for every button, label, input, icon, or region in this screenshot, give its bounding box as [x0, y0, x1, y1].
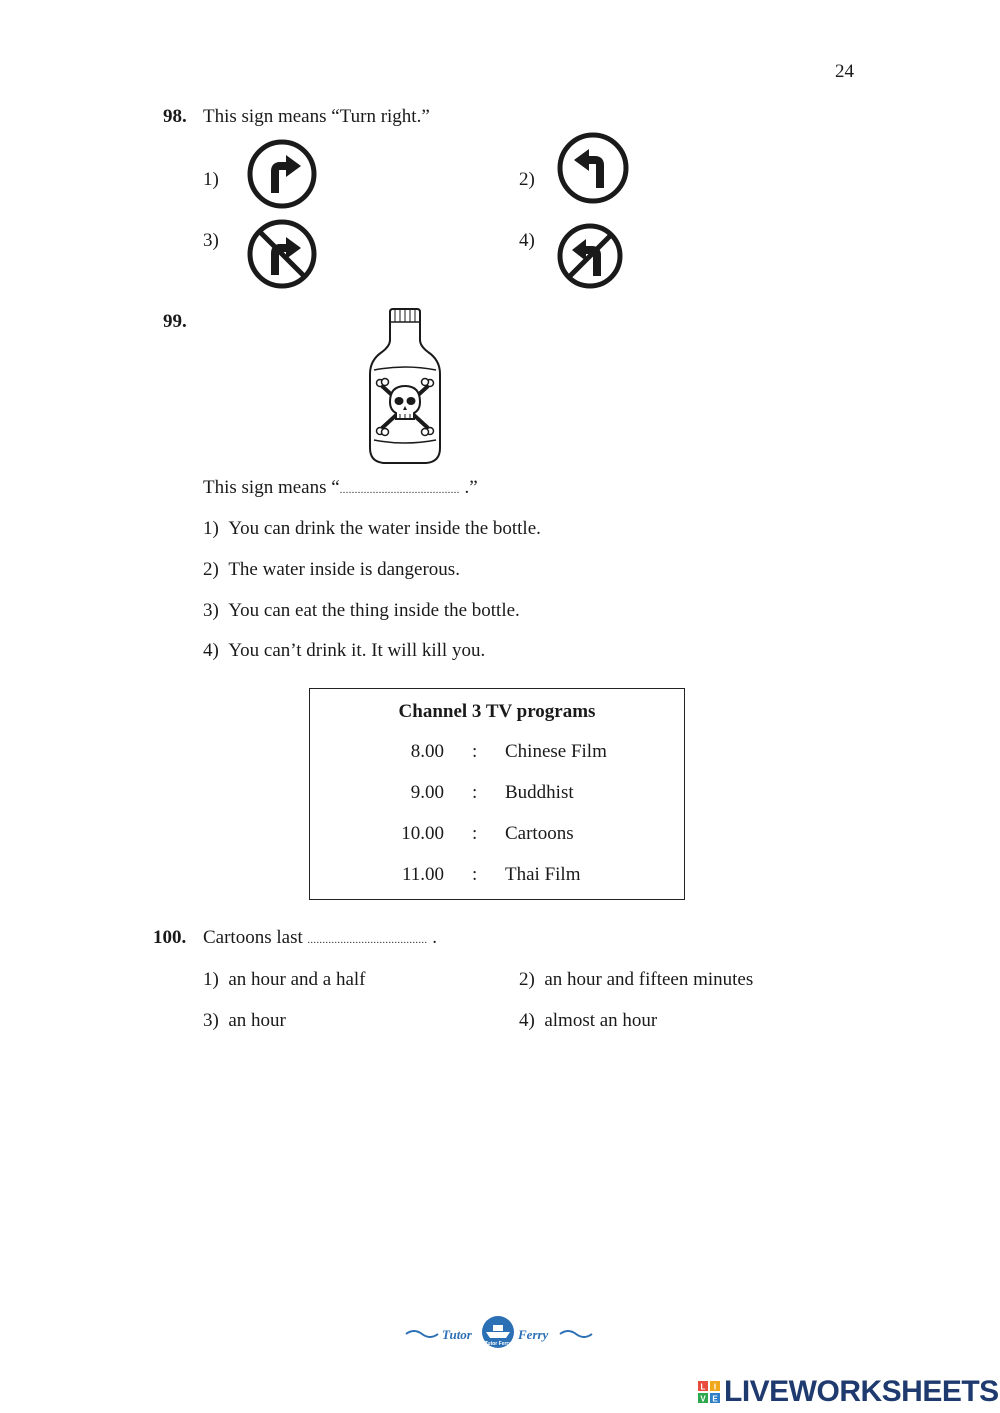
tv-table-title: Channel 3 TV programs — [398, 701, 596, 722]
q100-option-2[interactable] — [519, 969, 753, 991]
q100-option-1[interactable] — [203, 969, 366, 991]
liveworksheets-badge-icon — [698, 1381, 720, 1403]
tv-program: Thai Film — [505, 864, 581, 885]
q98-option-4-label[interactable]: 4) — [519, 230, 535, 251]
q100-prompt-before: Cartoons last — [203, 927, 308, 948]
poison-bottle-icon — [362, 306, 448, 468]
page-number: 24 — [835, 61, 854, 82]
option-label: 4) — [203, 640, 219, 661]
q98-option-1-label[interactable]: 1) — [203, 169, 219, 190]
tv-program: Chinese Film — [505, 741, 607, 762]
q99-option-2[interactable] — [203, 559, 460, 581]
q98-option-2-label[interactable]: 2) — [519, 169, 535, 190]
tv-row — [310, 864, 684, 888]
option-text: You can eat the thing inside the bottle. — [228, 600, 520, 621]
logo-badge-text: Tutor Ferry — [484, 1341, 512, 1347]
logo-left-text: Tutor — [442, 1327, 472, 1342]
q99-option-1[interactable] — [203, 518, 541, 540]
q98-option-3-label[interactable]: 3) — [203, 230, 219, 251]
tv-program: Cartoons — [505, 823, 574, 844]
tv-time: 11.00 — [401, 864, 444, 885]
option-label: 3) — [203, 1010, 219, 1031]
logo-wave-left — [406, 1331, 438, 1337]
tv-separator: : — [472, 782, 478, 803]
tv-row — [310, 823, 684, 847]
option-text: an hour and fifteen minutes — [544, 969, 754, 990]
q99-option-3[interactable] — [203, 600, 520, 622]
q100-option-3[interactable] — [203, 1010, 286, 1032]
tv-program-table — [309, 688, 685, 900]
option-text: You can drink the water inside the bottle. — [228, 518, 541, 539]
option-text: The water inside is dangerous. — [228, 559, 460, 580]
ferry-boat-icon — [486, 1332, 510, 1338]
option-label: 1) — [203, 518, 219, 539]
option-text: almost an hour — [544, 1010, 658, 1031]
tv-separator: : — [472, 741, 478, 762]
badge-letter-i: I — [713, 1382, 717, 1392]
no-right-turn-sign-icon[interactable] — [246, 218, 318, 290]
question-98-prompt: This sign means “Turn right.” — [203, 106, 430, 127]
option-label: 2) — [519, 969, 535, 990]
tv-time: 9.00 — [410, 782, 444, 803]
tv-program: Buddhist — [505, 782, 574, 803]
turn-right-sign-icon[interactable] — [246, 138, 318, 210]
question-98-number: 98. — [163, 106, 187, 127]
question-100-number: 100. — [153, 927, 187, 948]
q100-option-4[interactable] — [519, 1010, 657, 1032]
tv-time: 10.00 — [401, 823, 444, 844]
option-text: You can’t drink it. It will kill you. — [228, 640, 486, 661]
option-text: an hour and a half — [228, 969, 366, 990]
tv-row — [310, 741, 684, 765]
tv-separator: : — [472, 823, 478, 844]
question-99-prompt — [203, 477, 478, 502]
q99-answer-blank[interactable]: ........................................ — [339, 485, 460, 496]
option-label: 3) — [203, 600, 219, 621]
q100-prompt-after: . — [427, 927, 437, 948]
no-left-turn-sign-icon[interactable] — [556, 222, 624, 290]
question-99-number: 99. — [163, 311, 187, 332]
badge-letter-v: V — [700, 1394, 706, 1404]
liveworksheets-brand[interactable]: LIVEWORKSHEETS — [724, 1375, 999, 1408]
option-label: 4) — [519, 1010, 535, 1031]
tutor-ferry-logo — [404, 1314, 594, 1354]
q99-option-4[interactable] — [203, 640, 485, 662]
option-label: 2) — [203, 559, 219, 580]
option-label: 1) — [203, 969, 219, 990]
question-100-prompt — [203, 927, 437, 952]
ferry-cabin-icon — [493, 1325, 503, 1331]
badge-letter-e: E — [712, 1394, 718, 1404]
tv-row — [310, 782, 684, 806]
badge-letter-l: L — [700, 1382, 706, 1392]
tv-separator: : — [472, 864, 478, 885]
logo-right-text: Ferry — [518, 1327, 549, 1342]
q99-prompt-after: .” — [459, 477, 478, 498]
logo-wave-right — [560, 1331, 592, 1337]
q99-prompt-before: This sign means “ — [203, 477, 340, 498]
option-text: an hour — [228, 1010, 286, 1031]
q100-answer-blank[interactable]: ........................................ — [307, 935, 428, 946]
tv-time: 8.00 — [410, 741, 444, 762]
turn-left-sign-icon[interactable] — [556, 131, 630, 205]
